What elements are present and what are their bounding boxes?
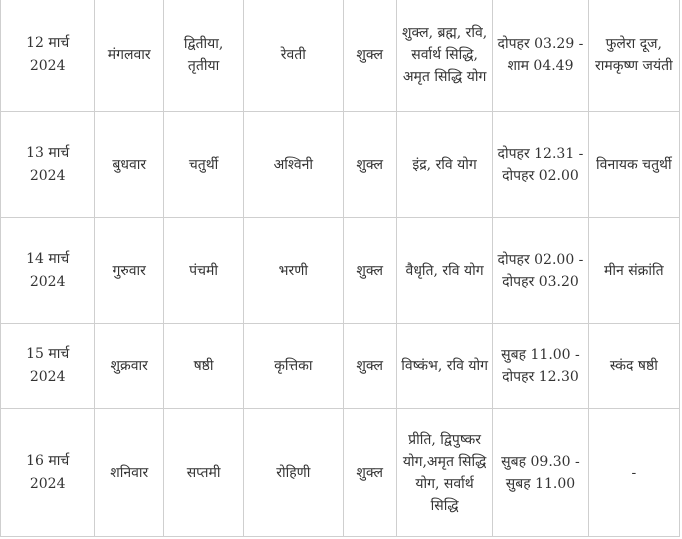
tithi-cell: पंचमी (164, 218, 244, 324)
year-text: 2024 (29, 369, 66, 385)
festival-cell: विनायक चतुर्थी (588, 112, 679, 218)
tithi-cell: चतुर्थी (164, 112, 244, 218)
year-text: 2024 (29, 475, 66, 492)
table-row (1, 112, 680, 218)
yoga-cell: इंद्र, रवि योग (396, 112, 492, 218)
date-text: 14 मार्च (26, 250, 70, 267)
time-cell: दोपहर 12.31 - दोपहर 02.00 (493, 112, 588, 218)
table-row (1, 324, 680, 409)
festival-cell: स्कंद षष्ठी (588, 324, 679, 409)
date-text: 13 मार्च (26, 144, 70, 161)
table-row (1, 409, 680, 537)
time-cell: सुबह 11.00 - दोपहर 12.30 (493, 324, 588, 409)
tithi-cell: द्वितीया, तृतीया (164, 0, 244, 112)
time-cell: दोपहर 02.00 - दोपहर 03.20 (493, 218, 588, 324)
festival-cell: - (588, 409, 679, 537)
paksha-cell: शुक्ल (343, 324, 396, 409)
nakshatra-cell: कृत्तिका (244, 324, 343, 409)
date-text: 15 मार्च (26, 346, 70, 362)
nakshatra-cell: रोहिणी (244, 409, 343, 537)
paksha-cell: शुक्ल (343, 409, 396, 537)
yoga-cell: शुक्ल, ब्रह्म, रवि, सर्वार्थ सिद्धि, अमृत सिद्धि योग (396, 0, 492, 112)
yoga-cell: वैधृति, रवि योग (396, 218, 492, 324)
time-cell: दोपहर 03.29 - शाम 04.49 (493, 0, 588, 112)
table-row (1, 218, 680, 324)
date-cell (1, 218, 95, 324)
date-cell (1, 0, 95, 112)
yoga-cell: प्रीति, द्विपुष्कर योग,अमृत सिद्धि योग, सर्वार्थ सिद्धि (396, 409, 492, 537)
paksha-cell: शुक्ल (343, 218, 396, 324)
festival-cell: फुलेरा दूज, रामकृष्ण जयंती (588, 0, 679, 112)
date-text: 12 मार्च (26, 35, 70, 51)
date-cell (1, 409, 95, 537)
festival-cell: मीन संक्रांति (588, 218, 679, 324)
date-cell (1, 112, 95, 218)
yoga-cell: विष्कंभ, रवि योग (396, 324, 492, 409)
day-cell: मंगलवार (95, 0, 164, 112)
day-cell: गुरुवार (95, 218, 164, 324)
day-cell: बुधवार (95, 112, 164, 218)
day-cell: शनिवार (95, 409, 164, 537)
nakshatra-cell: भरणी (244, 218, 343, 324)
paksha-cell: शुक्ल (343, 112, 396, 218)
day-cell: शुक्रवार (95, 324, 164, 409)
nakshatra-cell: रेवती (244, 0, 343, 112)
tithi-cell: षष्ठी (164, 324, 244, 409)
year-text: 2024 (29, 273, 66, 290)
tithi-cell: सप्तमी (164, 409, 244, 537)
nakshatra-cell: अश्विनी (244, 112, 343, 218)
time-cell: सुबह 09.30 - सुबह 11.00 (493, 409, 588, 537)
table-row (1, 0, 680, 112)
paksha-cell: शुक्ल (343, 0, 396, 112)
date-text: 16 मार्च (26, 452, 70, 469)
year-text: 2024 (29, 167, 66, 184)
year-text: 2024 (29, 58, 66, 74)
date-cell (1, 324, 95, 409)
